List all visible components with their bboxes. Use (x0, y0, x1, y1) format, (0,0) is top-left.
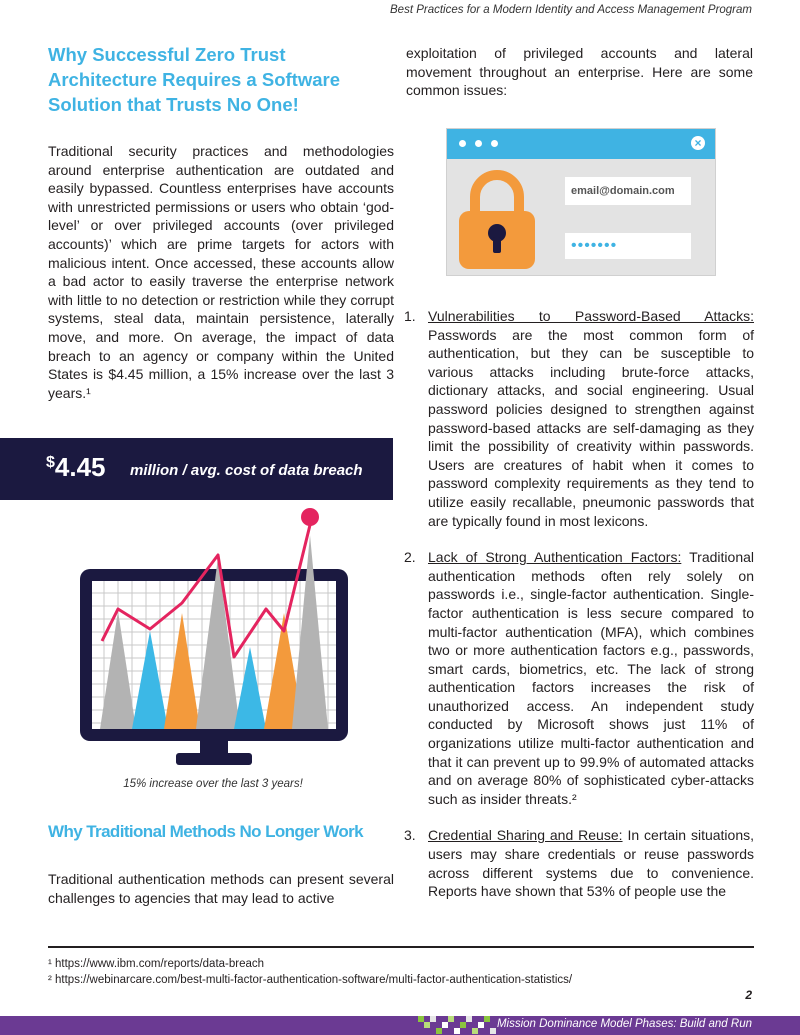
cost-value: 4.45 (54, 452, 106, 482)
issue-text: Passwords are the most common form of authentication, but they can be susceptible to various attacks including brute-force attacks, dictionary attacks, and social engineering. Usual password policies designed to strengthen against password-based attacks are self-damaging as they limit the possibility of creativity within passwords. Users are creatures of habit when it comes to password complexity requirements as they tend to utilize easily recallable, pneumonic passwords that are typically found in most lexicons. (428, 326, 754, 529)
padlock-icon (455, 165, 539, 273)
section-heading-2: Why Traditional Methods No Longer Work (48, 822, 364, 841)
list-item (404, 548, 754, 808)
currency-symbol: $ (46, 454, 55, 471)
issue-title: Lack of Strong Authentication Factors: (428, 549, 682, 566)
issues-list (404, 307, 754, 919)
trend-peak-dot (301, 508, 319, 526)
cost-banner (0, 438, 393, 500)
chart-caption: 15% increase over the last 3 years! (123, 778, 303, 790)
window-dot-icon (491, 140, 498, 147)
email-field: email@domain.com (565, 177, 691, 205)
cost-label: million / avg. cost of data breach (130, 462, 363, 479)
monitor-chart-illustration (78, 505, 350, 770)
window-dot-icon (475, 140, 482, 147)
cost-amount (46, 452, 106, 483)
footer-text: Mission Dominance Model Phases: Build and Run (496, 1018, 752, 1030)
close-icon: × (691, 136, 705, 150)
footnote-divider (48, 946, 754, 948)
list-number: 3. (404, 827, 416, 844)
page-number: 2 (745, 988, 752, 1002)
running-header: Best Practices for a Modern Identity and Access Management Program (390, 4, 752, 16)
list-item (404, 826, 754, 900)
section-heading: Why Successful Zero Trust Architecture Requires a Software Solution that Trusts No One! (48, 44, 340, 115)
list-item (404, 307, 754, 530)
window-dot-icon (459, 140, 466, 147)
footnote: ² https://webinarcare.com/best-multi-factor-authentication-software/multi-factor-authentication-statistics/ (48, 974, 573, 986)
window-titlebar (447, 129, 715, 159)
monitor-stand (176, 753, 252, 765)
pixel-pattern-decoration (418, 1012, 498, 1035)
login-window-illustration (446, 128, 716, 276)
right-intro-paragraph: exploitation of privileged accounts and lateral movement throughout an enterprise. Here are some common issues: (406, 45, 753, 99)
list-number: 1. (404, 308, 416, 324)
password-field: ••••••• (565, 233, 691, 259)
traditional-paragraph: Traditional authentication methods can present several challenges to agencies that may lead to active (48, 871, 394, 906)
list-number: 2. (404, 549, 416, 566)
intro-paragraph: Traditional security practices and methodologies around enterprise authentication are outdated and easily bypassed. Countless enterprises have accounts with unrestricted permissions or users who obtain ‘god-level’ or over privileged accounts (over privileged accounts)’ which are prime targets for actors with malicious intent. Once accessed, these accounts allow a bad actor to easily traverse the enterprise network with little to no detection or restriction while they corrupt systems, steal data, maintain persistence, laterally move, and more. On average, the impact of data breach to an agency or company within the United States is $4.45 million, a 15% increase over the last 3 years.¹ (48, 143, 394, 401)
issue-text: In certain situations, users may share credentials or reuse passwords across different systems due to convenience. Reports have shown that 53% of people use the (428, 827, 754, 900)
issue-title: Vulnerabilities to Password-Based Attacks: (428, 308, 754, 324)
issue-text: Traditional authentication methods often rely solely on passwords i.e., single-factor authentication. Single-factor authentication is less secure compared to multi-factor authentication (MFA), which combines two or more authentication factors e.g., passwords, smart cards, biometrics, etc. The lack of strong authentication factors increases the risk of unauthorized access. An independent study conducted by Microsoft shows just 11% of organizations utilize multi-factor authentication and that it can prevent up to 99.9% of automated attacks and on average 80% of sophisticated cyber-attacks such as insider threats.² (428, 549, 754, 807)
issue-title: Credential Sharing and Reuse: (428, 827, 623, 844)
footnote: ¹ https://www.ibm.com/reports/data-breach (48, 958, 265, 970)
